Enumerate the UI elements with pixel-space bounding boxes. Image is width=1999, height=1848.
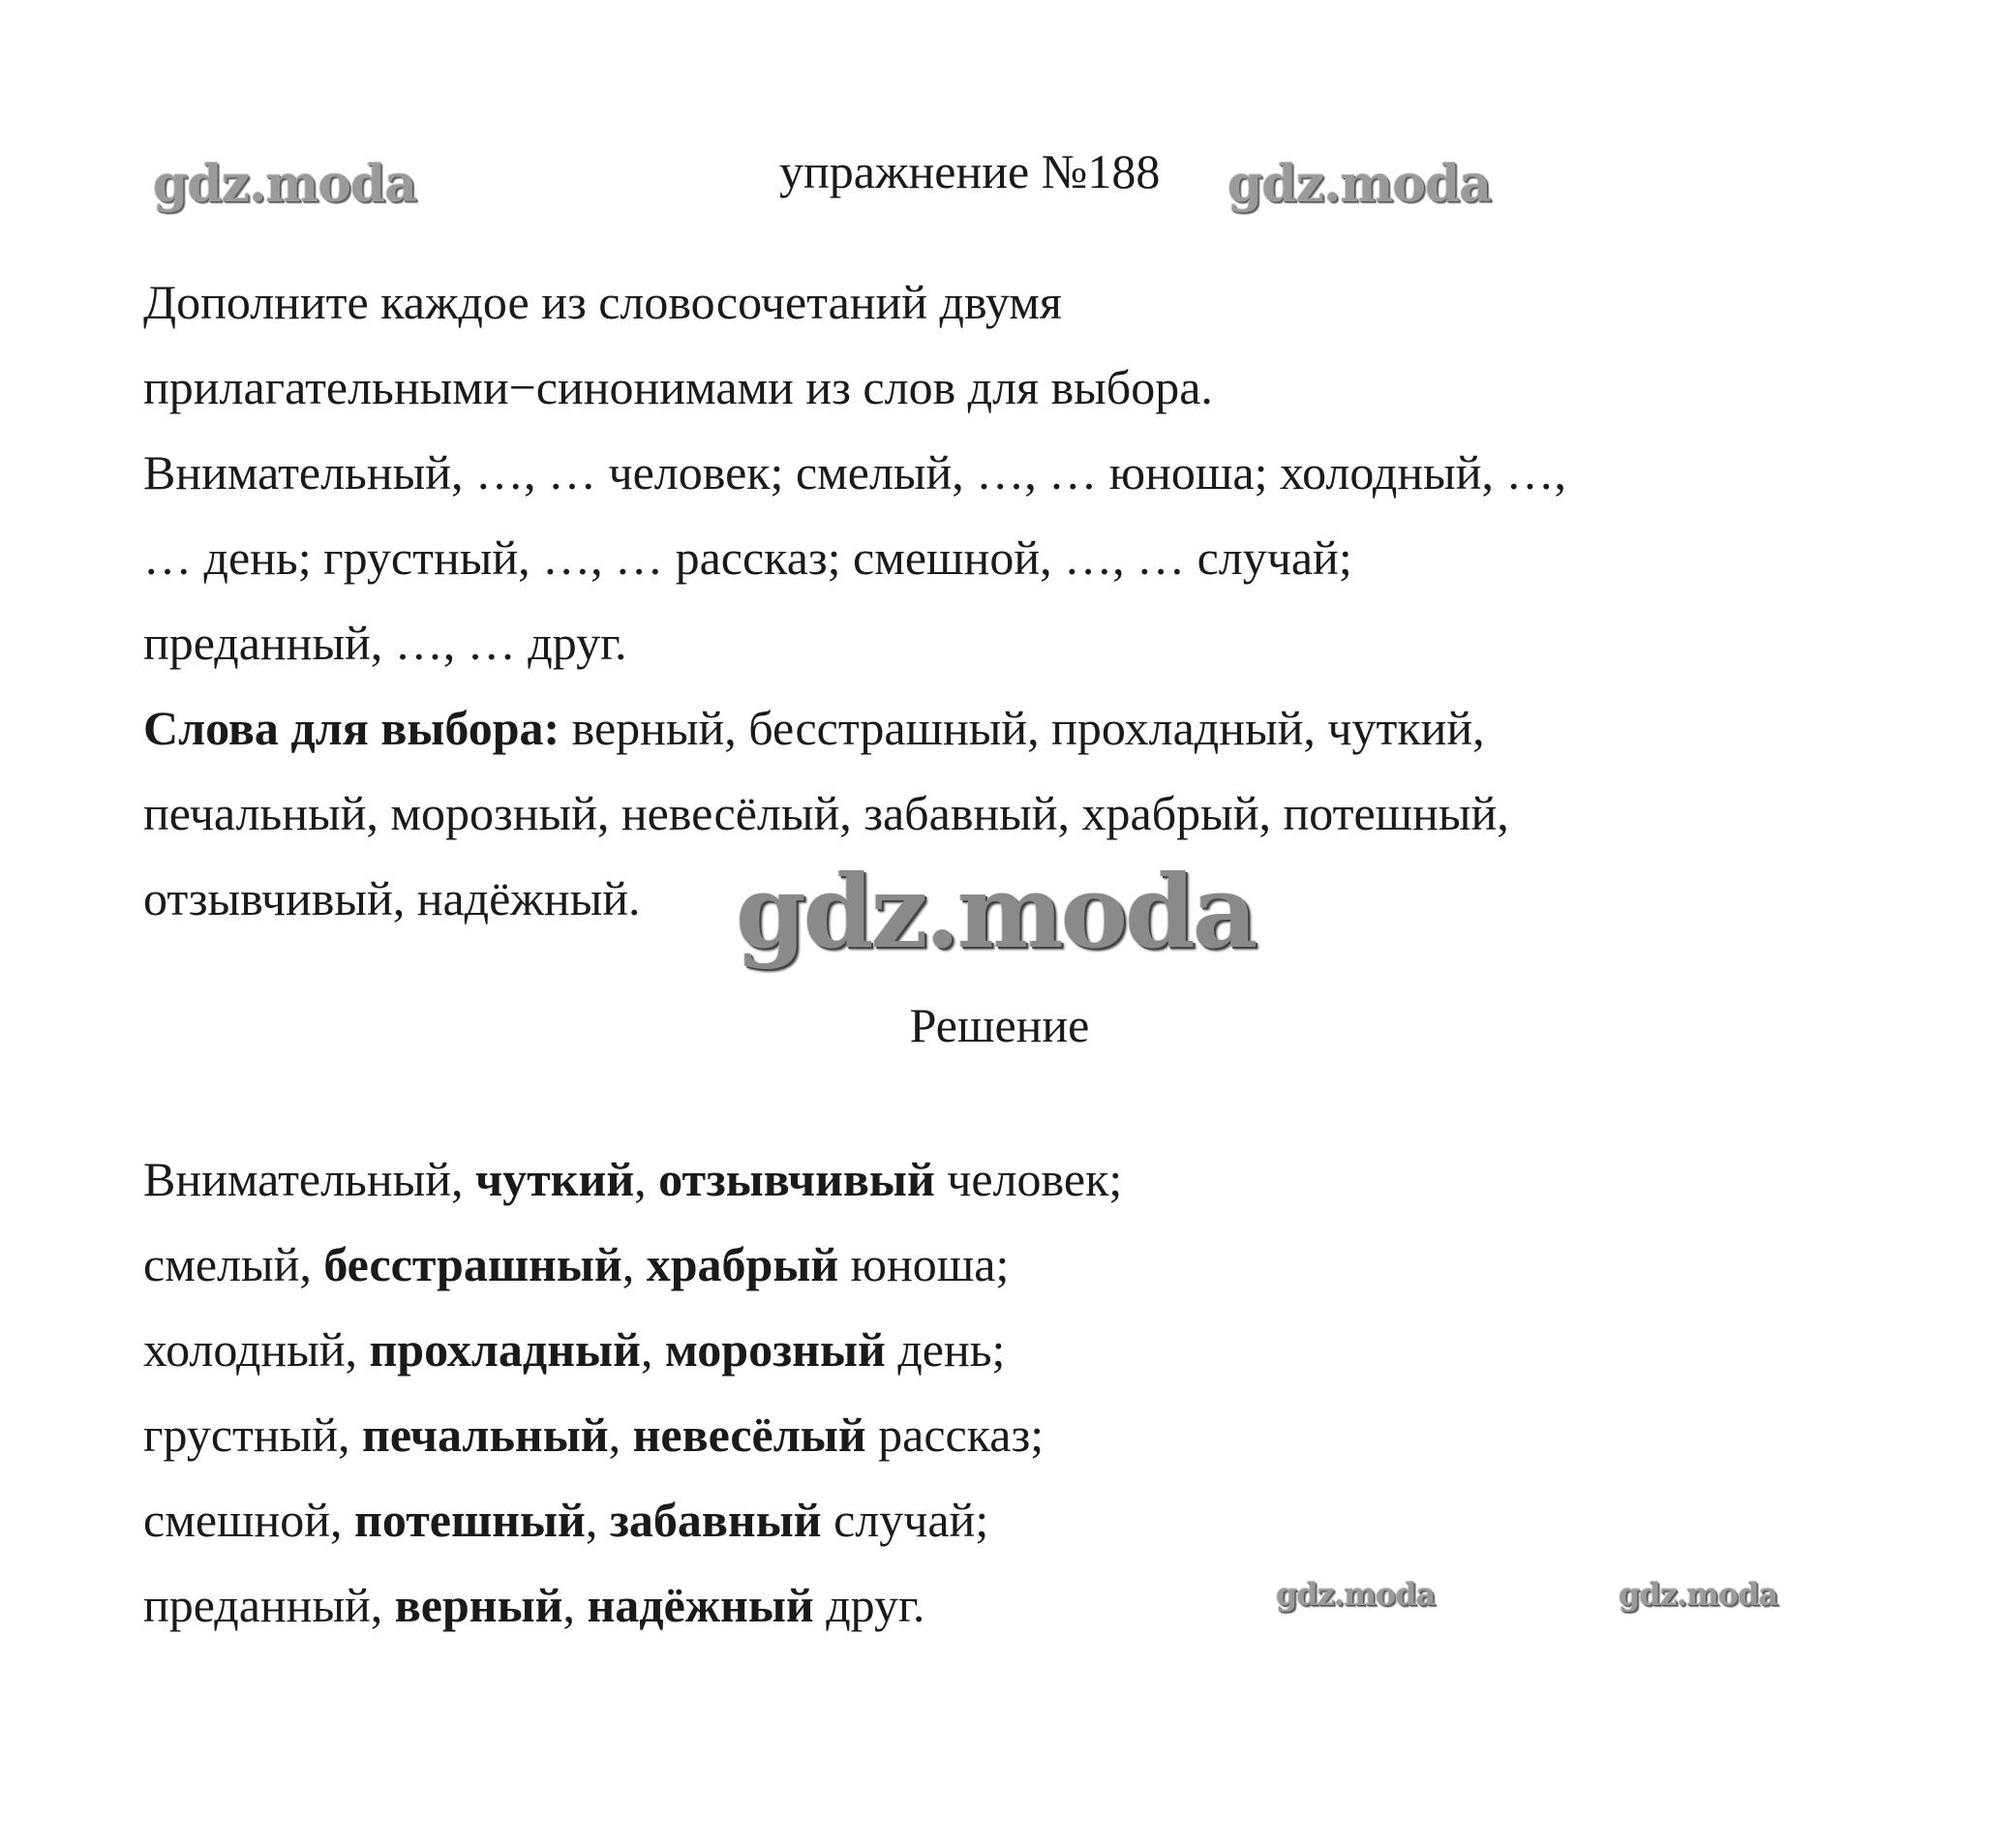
answer-line: холодный, прохладный, морозный день; bbox=[143, 1322, 1006, 1377]
answer-line: грустный, печальный, невесёлый рассказ; bbox=[143, 1408, 1045, 1462]
solution-heading: Решение bbox=[909, 998, 1090, 1052]
task-text bbox=[143, 259, 1866, 941]
task-line: преданный, …, … друг. bbox=[143, 616, 627, 670]
word-choices-line: печальный, морозный, невесёлый, забавный, храбрый, потешный, bbox=[143, 786, 1509, 840]
exercise-title: упражнение №188 bbox=[779, 144, 1161, 198]
watermark-logo: gdz.moda bbox=[153, 155, 417, 214]
task-line: Дополните каждое из словосочетаний двумя bbox=[143, 275, 1062, 329]
watermark-logo: gdz.moda bbox=[1619, 1576, 1778, 1613]
task-line: … день; грустный, …, … рассказ; смешной, …, … случай; bbox=[143, 530, 1352, 585]
task-line: прилагательными−синонимами из слов для выбора. bbox=[143, 360, 1213, 414]
answer-line: преданный, верный, надёжный друг. bbox=[143, 1578, 925, 1632]
watermark-logo: gdz.moda bbox=[1276, 1576, 1436, 1613]
solution-answers bbox=[143, 1136, 1122, 1648]
word-choices-line: отзывчивый, надёжный. bbox=[143, 871, 641, 925]
watermark-logo: gdz.moda bbox=[1227, 155, 1492, 214]
answer-line: смешной, потешный, забавный случай; bbox=[143, 1493, 989, 1547]
word-choices-label: Слова для выбора: bbox=[143, 701, 560, 755]
task-line: Внимательный, …, … человек; смелый, …, … юноша; холодный, …, bbox=[143, 445, 1566, 500]
word-choices-line bbox=[143, 685, 1866, 771]
word-choices-text: верный, бесстрашный, прохладный, чуткий, bbox=[560, 701, 1485, 755]
answer-line: смелый, бесстрашный, храбрый юноша; bbox=[143, 1237, 1010, 1291]
watermark-logo: gdz.moda bbox=[736, 852, 1256, 971]
answer-line: Внимательный, чуткий, отзывчивый человек; bbox=[143, 1152, 1123, 1206]
